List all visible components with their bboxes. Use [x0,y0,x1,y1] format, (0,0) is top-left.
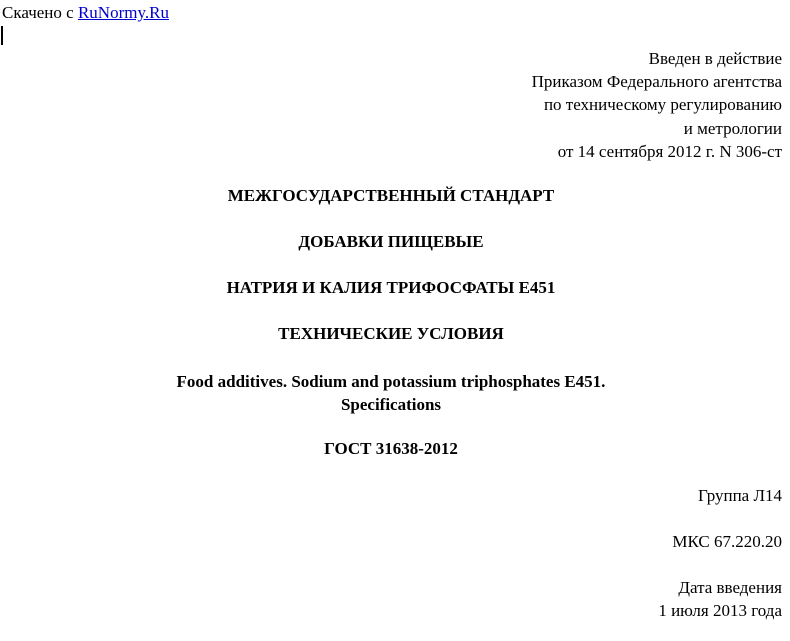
enactment-line-3: по техническому регулированию [543,95,782,115]
enactment-line-5: от 14 сентября 2012 г. N 306-ст [557,141,782,161]
enactment-block [532,47,782,163]
downloaded-prefix: Скачено с [2,3,78,22]
enactment-line-1: Введен в действие [648,49,782,68]
introduction-date-value: 1 июля 2013 года [658,601,782,620]
runormy-link[interactable]: RuNormy.Ru [77,3,169,22]
gost-number: ГОСТ 31638-2012 [324,439,458,458]
conditions-heading: ТЕХНИЧЕСКИЕ УСЛОВИЯ [278,324,504,343]
enactment-line-2: Приказом Федерального агентства [531,72,782,92]
downloaded-from-line [2,3,169,23]
english-title [0,370,782,416]
enactment-line-4: и метрологии [683,118,782,138]
english-title-line-1: Food additives. Sodium and potassium triphosphates E451. [176,372,606,391]
english-title-line-2: Specifications [340,395,442,414]
group-code: Группа Л14 [697,486,782,505]
standard-type-heading: МЕЖГОСУДАРСТВЕННЫЙ СТАНДАРТ [227,186,555,205]
category-heading: ДОБАВКИ ПИЩЕВЫЕ [298,232,484,251]
mks-code: МКС 67.220.20 [672,532,782,551]
text-cursor [1,26,3,45]
introduction-date [658,576,782,622]
introduction-date-label: Дата введения [678,578,782,597]
subject-heading: НАТРИЯ И КАЛИЯ ТРИФОСФАТЫ Е451 [226,278,556,297]
